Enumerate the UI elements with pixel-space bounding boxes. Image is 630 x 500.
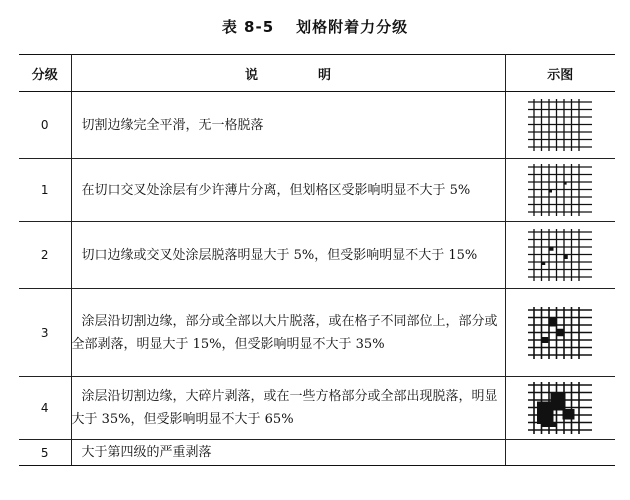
grid-pattern-grade-0-icon	[528, 99, 592, 151]
figure-cell	[505, 377, 615, 440]
description-cell	[71, 159, 505, 222]
description-cell	[71, 377, 505, 440]
table-row	[19, 289, 615, 377]
figure-cell	[505, 222, 615, 289]
description-text: 大于第四级的严重剥落	[81, 445, 212, 460]
table-row	[19, 222, 615, 289]
figure-cell	[505, 289, 615, 377]
description-cell	[71, 92, 505, 159]
description-text: 涂层沿切割边缘，部分或全部以大片脱落，或在格子不同部位上，部分或全部剥落，明显大于 15%，但受影响明显不大于 35%	[71, 313, 498, 352]
description-cell	[71, 440, 505, 466]
header-description-text: 说明	[244, 67, 391, 83]
header-figure: 示图	[505, 55, 615, 92]
table-row	[19, 377, 615, 440]
figure-cell	[505, 92, 615, 159]
description-cell	[71, 222, 505, 289]
grade-cell: 4	[19, 377, 71, 440]
adhesion-grade-table	[19, 54, 615, 466]
table-row	[19, 92, 615, 159]
grade-cell: 2	[19, 222, 71, 289]
table-number: 表 8-5	[221, 18, 275, 36]
description-text: 在切口交叉处涂层有少许薄片分离，但划格区受影响明显不大于 5%	[81, 182, 471, 198]
figure-cell	[505, 440, 615, 466]
description-text: 切口边缘或交叉处涂层脱落明显大于 5%，但受影响明显不大于 15%	[81, 247, 478, 263]
table-row	[19, 440, 615, 466]
table-header-row	[19, 55, 615, 92]
grade-cell: 3	[19, 289, 71, 377]
figure-cell	[505, 159, 615, 222]
header-grade: 分级	[19, 55, 71, 92]
grade-cell: 1	[19, 159, 71, 222]
table-row	[19, 159, 615, 222]
grid-pattern-grade-4-icon	[528, 382, 592, 434]
grid-pattern-grade-3-icon	[528, 307, 592, 359]
description-text: 涂层沿切割边缘，大碎片剥落，或在一些方格部分或全部出现脱落，明显大于 35%，但受影响明显不大于 65%	[71, 389, 498, 427]
grid-pattern-grade-2-icon	[528, 229, 592, 281]
grade-cell: 5	[19, 440, 71, 466]
table-title-text: 划格附着力分级	[296, 18, 409, 36]
grade-cell: 0	[19, 92, 71, 159]
description-cell	[71, 289, 505, 377]
table-title	[0, 16, 630, 37]
description-text: 切割边缘完全平滑，无一格脱落	[81, 117, 264, 133]
header-description	[71, 55, 505, 92]
grid-pattern-grade-1-icon	[528, 164, 592, 216]
